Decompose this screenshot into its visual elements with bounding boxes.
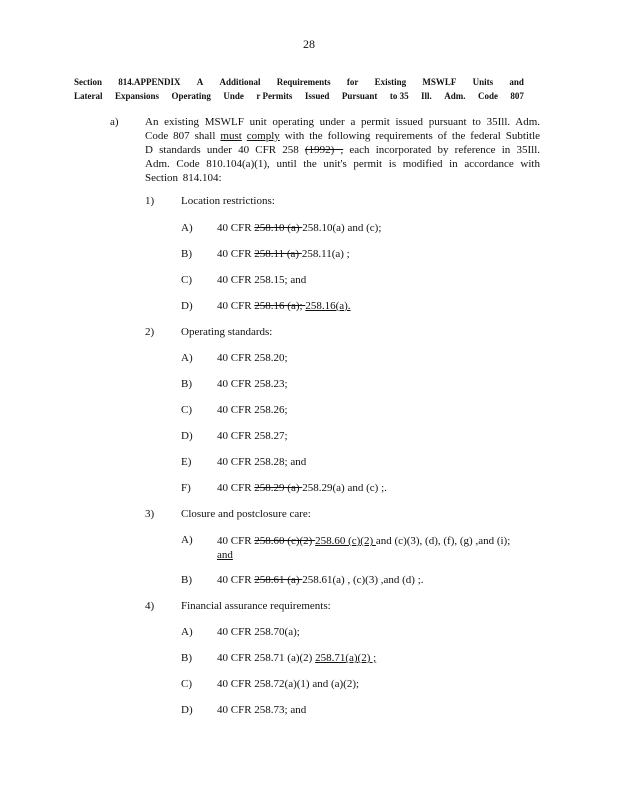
subitem-label: D): [181, 430, 193, 442]
deleted-text: 258.10 (a): [254, 222, 303, 234]
subitem-citation: 40 CFR 258.26;: [217, 404, 288, 416]
subitem-citation: [217, 300, 351, 312]
text-segment: 258.10(a) and (c);: [302, 222, 382, 234]
subitem-citation: 40 CFR 258.20;: [217, 352, 288, 364]
header-word: Existing: [374, 77, 407, 87]
inserted-text: 258.60 (c)(2): [315, 535, 376, 547]
subitem-label: B): [181, 574, 192, 586]
header-word: A: [196, 77, 204, 87]
header-word: Section: [74, 77, 102, 87]
header-word: Requirements: [276, 77, 331, 87]
page-number: 28: [303, 37, 315, 51]
item-number: 2): [145, 326, 155, 338]
subitem-label: F): [181, 482, 191, 494]
item-number: 3): [145, 508, 155, 520]
header-word: Lateral: [74, 91, 103, 101]
subitem-citation: 40 CFR 258.23;: [217, 378, 288, 390]
deleted-text: 258.60 (c)(2): [254, 535, 316, 547]
subitem-citation: 40 CFR 258.73; and: [217, 704, 307, 716]
subitem-citation: 40 CFR 258.27;: [217, 430, 288, 442]
text-segment: 40 CFR: [217, 222, 255, 234]
header-word: Issued: [304, 91, 330, 101]
item-title-financial-assurance: Financial assurance requirements:: [181, 600, 331, 612]
text-segment: 40 CFR: [217, 248, 255, 260]
inserted-text: ;: [370, 652, 377, 664]
subitem-label: B): [181, 378, 192, 390]
header-word: MSWLF: [422, 77, 457, 87]
header-word: Expansions: [114, 91, 159, 101]
text-segment: and (c)(3), (d), (f), (g) ,and (i);: [375, 535, 511, 547]
subitem-citation: 40 CFR 258.72(a)(1) and (a)(2);: [217, 678, 360, 690]
deleted-text: 258.29 (a): [254, 482, 303, 494]
header-word: Ill.: [421, 91, 432, 101]
paragraph-label-a: a): [110, 116, 119, 128]
text-segment: 40 CFR: [217, 574, 255, 586]
text-segment: 258.11(a) ;: [301, 248, 350, 260]
deleted-text: (1992) ,: [304, 144, 344, 156]
text-segment: 40 CFR 258.71 (a)(2): [217, 652, 316, 664]
subitem-label: A): [181, 352, 193, 364]
subitem-citation: 40 CFR 258.15; and: [217, 274, 307, 286]
text-segment: 40 CFR: [217, 535, 255, 547]
subitem-label: B): [181, 652, 192, 664]
text-segment: An existing MSWLF unit operating under a permit issued pursuant to 35Ill. Adm. Code 807 shall: [145, 116, 540, 142]
header-word: 807: [510, 91, 524, 101]
item-number: 1): [145, 195, 155, 207]
subitem-label: D): [181, 704, 193, 716]
text-segment: 40 CFR: [217, 300, 255, 312]
header-word: to 35: [389, 91, 409, 101]
item-number: 4): [145, 600, 155, 612]
item-title-location-restrictions: Location restrictions:: [181, 195, 275, 207]
text-segment: 258.29(a) and (c) ;.: [302, 482, 387, 494]
header-word: for: [346, 77, 359, 87]
item-title-closure-postclosure: Closure and postclosure care:: [181, 508, 311, 520]
section-header-line-2: [74, 91, 524, 101]
header-word: Operating: [171, 91, 211, 101]
inserted-text: and: [217, 549, 233, 561]
subitem-citation: [217, 248, 350, 260]
header-word: r Permits: [256, 91, 293, 101]
subitem-citation: 40 CFR 258.70(a);: [217, 626, 300, 638]
inserted-text: 258.71(a)(2): [315, 652, 371, 664]
paragraph-a-text: [145, 115, 540, 185]
deleted-text: 258.16 (a);: [254, 300, 306, 312]
header-word: Adm.: [444, 91, 466, 101]
item-title-operating-standards: Operating standards:: [181, 326, 273, 338]
subitem-label: A): [181, 222, 193, 234]
subitem-citation: [217, 574, 424, 586]
subitem-citation: [217, 222, 381, 234]
inserted-text: must: [220, 130, 242, 142]
header-word: 814.APPENDIX: [118, 77, 181, 87]
header-word: Units: [472, 77, 494, 87]
text-segment: each incorporated by reference in 35Ill. Adm. Code 810.104(a)(1), until the unit's permit is modified in accordance with Section 814.104:: [145, 144, 541, 184]
subitem-citation: 40 CFR 258.28; and: [217, 456, 307, 468]
subitem-label: A): [181, 534, 193, 546]
header-word: Pursuant: [341, 91, 378, 101]
header-word: Code: [477, 91, 498, 101]
deleted-text: 258.61 (a): [254, 574, 303, 586]
text-segment: 40 CFR: [217, 482, 255, 494]
inserted-text: 258.16(a).: [305, 300, 351, 312]
subitem-label: C): [181, 404, 192, 416]
subitem-label: C): [181, 274, 192, 286]
text-segment: with the following requirements of the federal Subtitle D standards under 40 CFR 258: [145, 130, 541, 156]
header-word: Unde: [223, 91, 244, 101]
section-header-line-1: [74, 77, 524, 87]
deleted-text: 258.11 (a): [254, 248, 302, 260]
inserted-text: comply: [246, 130, 280, 142]
header-word: and: [509, 77, 524, 87]
subitem-citation: [217, 652, 376, 664]
subitem-label: C): [181, 678, 192, 690]
subitem-label: A): [181, 626, 193, 638]
subitem-label: D): [181, 300, 193, 312]
header-word: Additional: [219, 77, 261, 87]
subitem-label: E): [181, 456, 192, 468]
subitem-citation: [217, 482, 387, 494]
text-segment: 258.61(a) , (c)(3) ,and (d) ;.: [302, 574, 424, 586]
subitem-label: B): [181, 248, 192, 260]
subitem-citation: [217, 534, 542, 562]
